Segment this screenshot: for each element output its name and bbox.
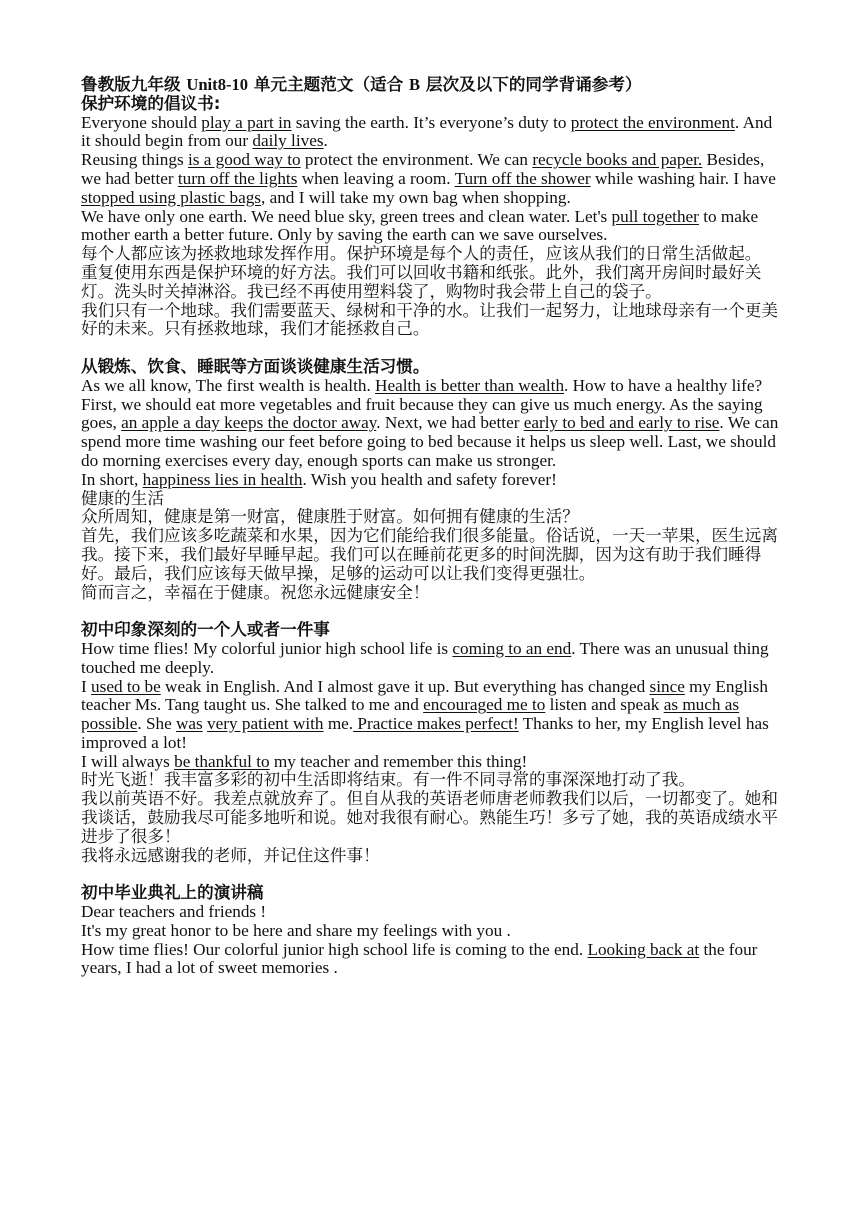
english-paragraph: In short, happiness lies in health. Wish you health and safety forever! — [81, 469, 557, 489]
underlined-phrase: recycle books and paper. — [532, 150, 703, 170]
chinese-paragraph: 简而言之，幸福在于健康。祝您永远健康安全！ — [81, 582, 430, 602]
chinese-paragraph: 我以前英语不好。我差点就放弃了。但自从我的英语老师唐老师教我们以后，一切都变了。她和我谈话，鼓励我尽可能多地听和说。她对我很有耐心。熟能生巧！多亏了她，我的英语成绩水平进步了很多！ — [81, 789, 778, 846]
underlined-phrase: pull together — [611, 206, 699, 226]
section-heading-environment: 保护环境的倡议书: — [81, 93, 221, 113]
section-environment-chinese — [81, 245, 781, 339]
section-heading-graduation-speech: 初中毕业典礼上的演讲稿 — [81, 883, 264, 903]
underlined-phrase: as much as possible — [81, 695, 740, 734]
chinese-paragraph: 健康的生活 — [81, 488, 164, 508]
underlined-phrase: coming to an end — [452, 638, 572, 658]
underlined-phrase: since — [649, 676, 685, 696]
chinese-paragraph: 重复使用东西是保护环境的好方法。我们可以回收书籍和纸张。此外，我们离开房间时最好关灯。洗头时关掉淋浴。我已经不再使用塑料袋了，购物时我会带上自己的袋子。 — [81, 262, 762, 301]
chinese-paragraph: 我们只有一个地球。我们需要蓝天、绿树和干净的水。让我们一起努力，让地球母亲有一个更美好的未来。只有拯救地球，我们才能拯救自己。 — [81, 300, 778, 339]
underlined-phrase: protect the environment — [570, 112, 735, 132]
underlined-phrase: early to bed and early to rise — [523, 413, 720, 433]
underlined-phrase: turn off the lights — [177, 168, 298, 188]
underlined-phrase: very patient with — [207, 714, 324, 734]
english-paragraph: I used to be weak in English. And I almost gave it up. But everything has changed since my English teacher Ms. Tang taught us. She talked to me and encouraged me to listen and speak as much as possible. She was very patient with me. Practice makes perfect! Thanks to her, my English level has improved a lot! — [81, 676, 769, 752]
underlined-phrase: an apple a day keeps the doctor away — [121, 413, 377, 433]
section-memory-english — [81, 640, 781, 772]
english-paragraph: I will always be thankful to my teacher and remember this thing! — [81, 751, 528, 771]
section-health-chinese — [81, 490, 781, 603]
underlined-phrase: happiness lies in health — [142, 469, 303, 489]
document-title: 鲁教版九年级 Unit8-10 单元主题范文（适合 B 层次及以下的同学背诵参考） — [81, 75, 642, 94]
english-paragraph: Dear teachers and friends ! — [81, 902, 267, 922]
underlined-phrase: was — [176, 714, 203, 734]
underlined-phrase: encouraged me to — [423, 695, 546, 715]
english-paragraph: Everyone should play a part in saving the earth. It’s everyone’s duty to protect the environment. And it should begin from our daily lives. — [81, 112, 773, 151]
underlined-phrase: used to be — [91, 676, 161, 696]
chinese-paragraph: 首先，我们应该多吃蔬菜和水果，因为它们能给我们很多能量。俗话说，一天一苹果，医生远离我。接下来，我们最好早睡早起。我们可以在睡前花更多的时间洗脚，因为这有助于我们睡得好。最后，我们应该每天做早操，足够的运动可以让我们变得更强壮。 — [81, 526, 778, 583]
underlined-phrase: is a good way to — [187, 150, 301, 170]
underlined-phrase: Health is better than wealth — [375, 375, 565, 395]
underlined-phrase: Practice makes perfect! — [353, 714, 519, 734]
chinese-paragraph: 时光飞逝！我丰富多彩的初中生活即将结束。有一件不同寻常的事深深地打动了我。 — [81, 770, 695, 790]
underlined-phrase: Turn off the shower — [454, 168, 591, 188]
chinese-paragraph: 众所周知，健康是第一财富，健康胜于财富。如何拥有健康的生活？ — [81, 507, 579, 527]
english-paragraph: As we all know, The first wealth is health. Health is better than wealth. How to have a healthy life? — [81, 375, 763, 395]
section-graduation-english — [81, 903, 781, 978]
chinese-paragraph: 每个人都应该为拯救地球发挥作用。保护环境是每个人的责任，应该从我们的日常生活做起。 — [81, 244, 762, 264]
english-paragraph: How time flies! Our colorful junior high school life is coming to the end. Looking back at the four years, I had a lot of sweet memories . — [81, 939, 758, 978]
english-paragraph: How time flies! My colorful junior high school life is coming to an end. There was an unusual thing touched me deeply. — [81, 638, 769, 677]
english-paragraph: Reusing things is a good way to protect the environment. We can recycle books and paper. Besides, we had better turn off the lights when leaving a room. Turn off the shower while washing hair. I have stopped using plastic bags, and I will take my own bag when shopping. — [81, 150, 776, 207]
english-paragraph: It's my great honor to be here and share my feelings with you . — [81, 920, 511, 940]
underlined-phrase: stopped using plastic bags — [81, 187, 261, 207]
underlined-phrase: play a part in — [201, 112, 292, 132]
section-heading-health: 从锻炼、饮食、睡眠等方面谈谈健康生活习惯。 — [81, 356, 430, 376]
chinese-paragraph: 我将永远感谢我的老师，并记住这件事！ — [81, 845, 380, 865]
english-paragraph: We have only one earth. We need blue sky, green trees and clean water. Let's pull together to make mother earth a better future. Only by saving the earth can we save ourselves. — [81, 206, 759, 245]
section-environment-english — [81, 114, 781, 246]
underlined-phrase: daily lives — [252, 131, 324, 151]
underlined-phrase: be thankful to — [174, 751, 270, 771]
section-heading-memory: 初中印象深刻的一个人或者一件事 — [81, 620, 330, 640]
english-paragraph: First, we should eat more vegetables and fruit because they can give us much energy. As the saying goes, an apple a day keeps the doctor away. Next, we had better early to bed and early to rise. We can spend more time washing our feet before going to bed because it helps us sleep well. Last, we should do morning exercises every day, enough sports can make us stronger. — [81, 394, 779, 470]
section-memory-chinese — [81, 771, 781, 865]
underlined-phrase: Looking back at — [587, 939, 700, 959]
document-page — [81, 76, 781, 978]
section-health-english — [81, 377, 781, 490]
